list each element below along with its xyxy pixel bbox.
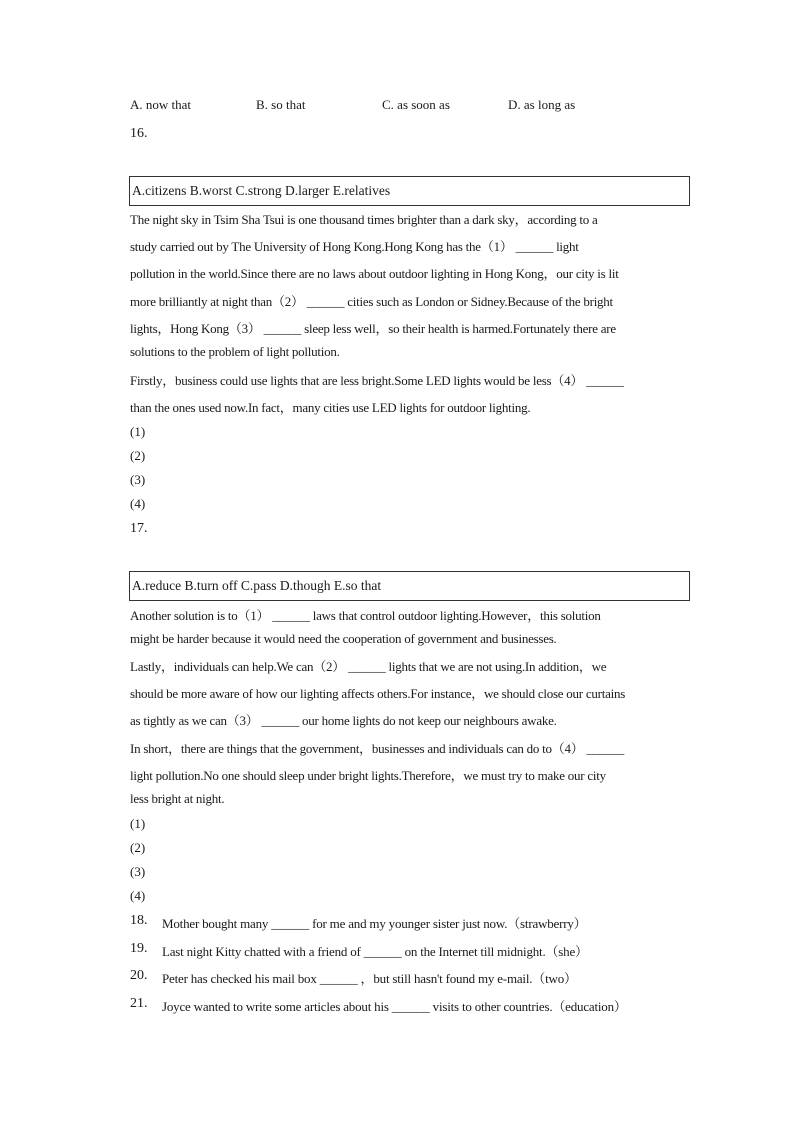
answer-16-2: (2) <box>130 448 146 463</box>
answer-16-3: (3) <box>130 472 146 487</box>
passage-17-line: less bright at night. <box>130 791 225 806</box>
question-text-18: Mother bought many ______ for me and my younger sister just now.（strawberry） <box>162 916 587 931</box>
question-number-20: 20. <box>130 968 148 983</box>
question-number-17: 17. <box>130 521 148 536</box>
word-box-17 <box>129 571 690 601</box>
question-text-20: Peter has checked his mail box ______ ，but still hasn't found my e-mail.（two） <box>162 971 577 986</box>
passage-16-line: Firstly，business could use lights that are less bright.Some LED lights would be less（4） ______ <box>130 373 624 388</box>
passage-16-line: lights，Hong Kong（3） ______ sleep less well，so their health is harmed.Fortunately there are <box>130 321 616 336</box>
option-a: A. now that <box>130 97 192 112</box>
passage-17-line: Lastly，individuals can help.We can（2） ______ lights that we are not using.In addition，we <box>130 659 607 674</box>
question-number-21: 21. <box>130 996 148 1011</box>
option-d: D. as long as <box>508 97 576 112</box>
question-number-16: 16. <box>130 126 148 141</box>
answer-16-1: (1) <box>130 424 146 439</box>
answer-17-2: (2) <box>130 840 146 855</box>
passage-17-line: light pollution.No one should sleep under bright lights.Therefore，we must try to make our city <box>130 768 606 783</box>
question-number-18: 18. <box>130 913 148 928</box>
passage-16-line: solutions to the problem of light pollution. <box>130 344 340 359</box>
passage-16-line: more brilliantly at night than（2） ______ cities such as London or Sidney.Because of the bright <box>130 294 613 309</box>
answer-17-4: (4) <box>130 888 146 903</box>
passage-17-line: as tightly as we can（3） ______ our home lights do not keep our neighbours awake. <box>130 713 557 728</box>
passage-17-line: In short，there are things that the government，businesses and individuals can do to（4） ______ <box>130 741 625 756</box>
passage-16-line: than the ones used now.In fact，many cities use LED lights for outdoor lighting. <box>130 400 531 415</box>
word-box-16-text: A.citizens B.worst C.strong D.larger E.relatives <box>132 183 391 198</box>
passage-17-line: should be more aware of how our lighting affects others.For instance，we should close our curtains <box>130 686 626 701</box>
question-text-19: Last night Kitty chatted with a friend of ______ on the Internet till midnight.（she） <box>162 944 588 959</box>
answer-17-1: (1) <box>130 816 146 831</box>
answer-17-3: (3) <box>130 864 146 879</box>
passage-16-line: pollution in the world.Since there are no laws about outdoor lighting in Hong Kong，our city is lit <box>130 266 619 281</box>
question-number-19: 19. <box>130 941 148 956</box>
option-b: B. so that <box>256 97 306 112</box>
word-box-17-text: A.reduce B.turn off C.pass D.though E.so that <box>132 578 382 593</box>
passage-16-line: study carried out by The University of Hong Kong.Hong Kong has the（1） ______ light <box>130 239 579 254</box>
question-text-21: Joyce wanted to write some articles about his ______ visits to other countries.（education） <box>162 999 627 1014</box>
passage-17-line: Another solution is to（1） ______ laws that control outdoor lighting.However，this solution <box>130 608 601 623</box>
passage-16-line: The night sky in Tsim Sha Tsui is one thousand times brighter than a dark sky，according to a <box>130 212 598 227</box>
option-c: C. as soon as <box>382 97 450 112</box>
word-box-16 <box>129 176 690 206</box>
passage-17-line: might be harder because it would need the cooperation of government and businesses. <box>130 631 557 646</box>
answer-16-4: (4) <box>130 496 146 511</box>
